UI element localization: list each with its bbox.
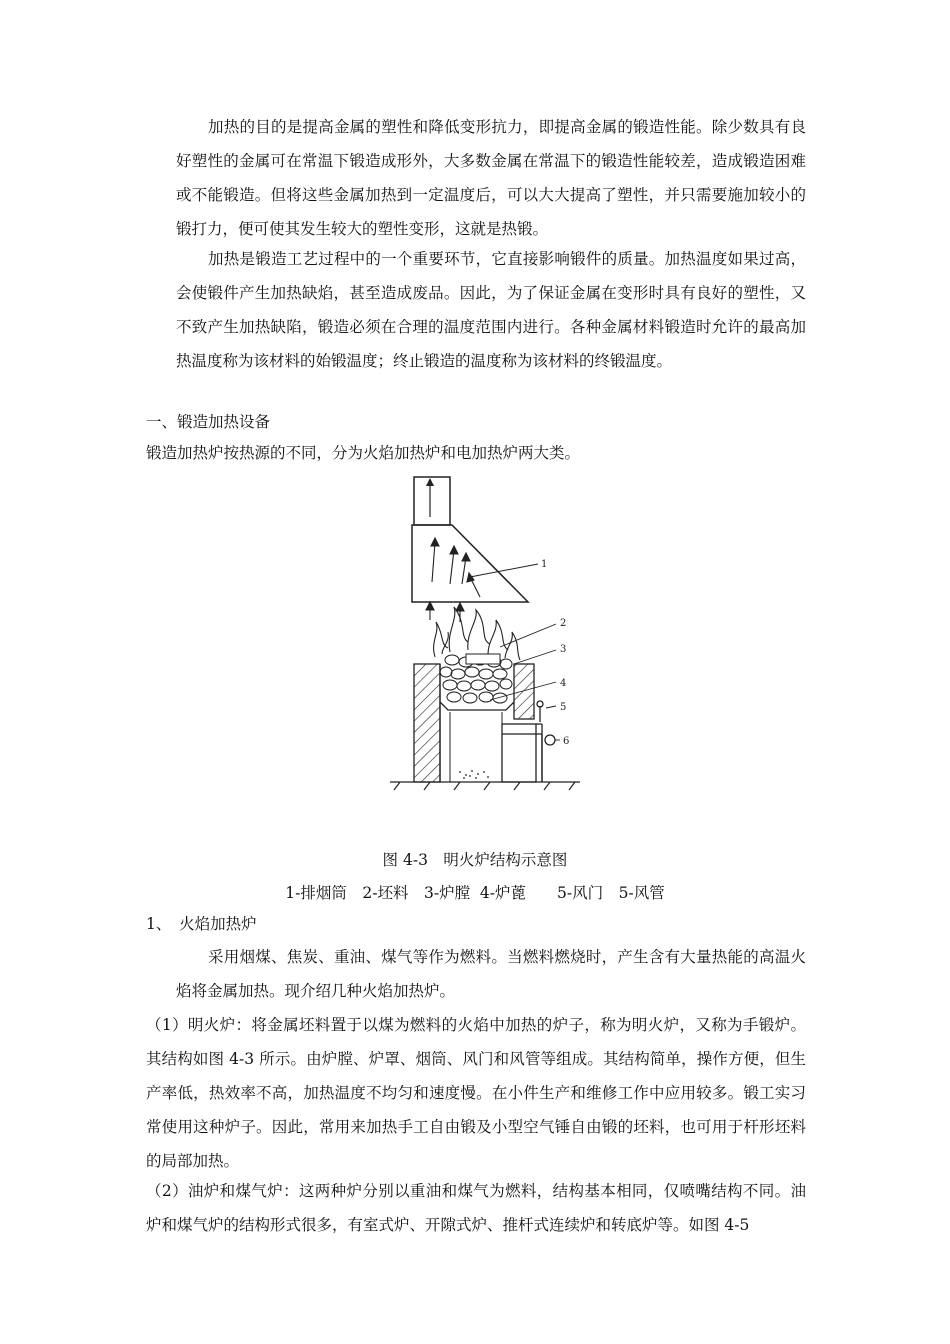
chimney-pipe bbox=[414, 477, 450, 525]
part-number-labels bbox=[541, 559, 569, 747]
label-4: 4 bbox=[560, 678, 567, 689]
heading-flame-furnace: 1、 火焰加热炉 bbox=[146, 915, 257, 933]
label-1: 1 bbox=[541, 559, 548, 570]
figure-caption: 图 4-3 明火炉结构示意图 bbox=[382, 851, 568, 869]
label-3: 3 bbox=[560, 644, 567, 655]
furnace-walls bbox=[414, 664, 534, 782]
paragraph-furnace-types: 锻造加热炉按热源的不同，分为火焰加热炉和电加热炉两大类。 bbox=[146, 444, 581, 462]
paragraph-open-fire-furnace: （1）明火炉：将金属坯料置于以煤为燃料的火焰中加热的炉子，称为明火炉，又称为手锻炉。其结构如图 4-3 所示。由炉膛、炉罩、烟筒、风门和风管等组成。其结构简单，操作方便，但生产率低，热效率不高，加热温度不均匀和速度慢。在小件生产和维修工作中应用较多。锻工实习常使用这种炉子。因此，常用来加热手工自由锻及小型空气锤自由锻的坯料，也可用于杆形坯料的局部加热。 bbox=[146, 1016, 806, 1170]
heading-heating-equipment: 一、锻造加热设备 bbox=[146, 413, 271, 431]
coal-bed bbox=[440, 654, 512, 703]
paragraph-heating-importance: 加热是锻造工艺过程中的一个重要环节，它直接影响锻件的质量。加热温度如果过高，会使锻件产生加热缺焰，甚至造成废品。因此，为了保证金属在变形时具有良好的塑性，又不致产生加热缺陷，锻造必须在合理的温度范围内进行。各种金属材料锻造时允许的最高加热温度称为该材料的始锻温度；终止锻造的温度称为该材料的终锻温度。 bbox=[176, 250, 806, 370]
label-5: 5 bbox=[560, 702, 567, 713]
ash-pit bbox=[459, 770, 489, 779]
open-fire-furnace-diagram bbox=[380, 472, 600, 802]
paragraph-heating-purpose: 加热的目的是提高金属的塑性和降低变形抗力，即提高金属的锻造性能。除少数具有良好塑性的金属可在常温下锻造成形外，大多数金属在常温下的锻造性能较差，造成锻造困难或不能锻造。但将这些金属加热到一定温度后，可以大大提高了塑性，并只需要施加较小的锻打力，便可使其发生较大的塑性变形，这就是热锻。 bbox=[176, 118, 806, 238]
label-2: 2 bbox=[560, 618, 567, 629]
paragraph-oil-gas-furnace: （2）油炉和煤气炉：这两种炉分别以重油和煤气为燃料，结构基本相同，仅喷嘴结构不同。油炉和煤气炉的结构形式很多，有室式炉、开隙式炉、推杆式连续炉和转底炉等。如图 4-5 bbox=[146, 1182, 806, 1234]
paragraph-flame-furnace: 采用烟煤、焦炭、重油、煤气等作为燃料。当燃料燃烧时，产生含有大量热能的高温火焰将金属加热。现介绍几种火焰加热炉。 bbox=[176, 948, 806, 1000]
label-6: 6 bbox=[563, 736, 570, 747]
furnace-hood bbox=[412, 525, 538, 602]
figure-legend: 1-排烟筒 2-坯料 3-炉膛 4-炉蓖 5-风门 5-风管 bbox=[285, 884, 665, 902]
smoke-arrows bbox=[426, 538, 480, 622]
ground bbox=[390, 782, 580, 790]
flames bbox=[434, 607, 520, 660]
